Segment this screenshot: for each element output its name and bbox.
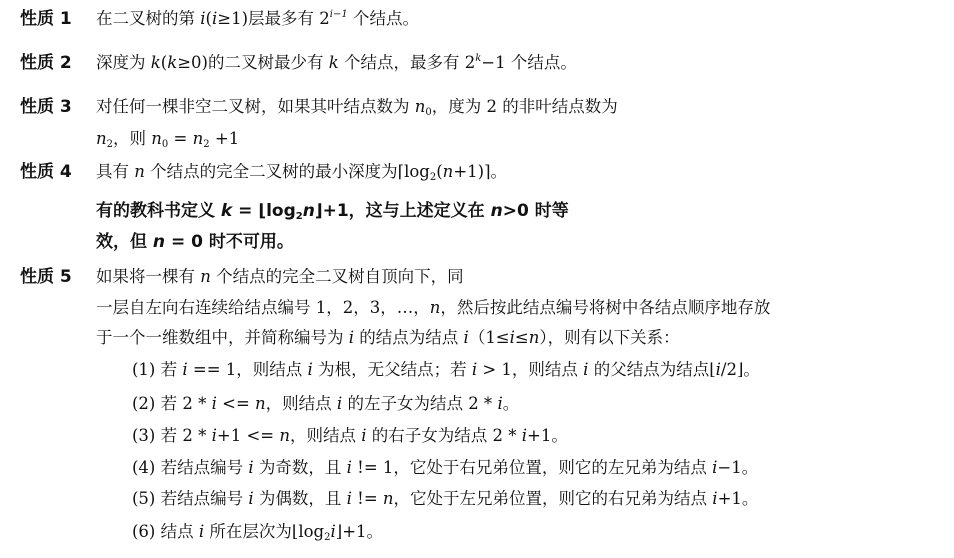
property-5-label: 性质 5 (20, 267, 72, 287)
property-5-item-1: (1) 若 i == 1，则结点 i 为根，无父结点；若 i > 1，则结点 i 的父结点为结点⌊i/2⌋。 (132, 360, 760, 379)
property-5-item-6: (6) 结点 i 所在层次为$⌊\log_2i⌋+1$。 (132, 522, 384, 543)
property-5-line-2: 一层自左向右连续给结点编号 1，2，3，…，n，然后按此结点编号将树中各结点顺序地存放 (96, 298, 771, 317)
property-4-text: 具有 n 个结点的完全二叉树的最小深度为$⌈\log_2(n+1)⌉$。 (96, 162, 508, 183)
property-4-note-line-2: 效，但 n = 0 时不可用。 (96, 232, 294, 252)
property-5-item-4: (4) 若结点编号 i 为奇数，且 i != 1，它处于右兄弟位置，则它的左兄弟为结点 i−1。 (132, 458, 759, 477)
property-3-line-2: $n_2$，则 $n_0 = n_2 +1$ (96, 129, 240, 150)
property-4-label: 性质 4 (20, 162, 72, 182)
property-2-label: 性质 2 (20, 53, 72, 73)
property-2-text: 深度为 k(k≥0)的二叉树最少有 k 个结点，最多有 $2^k-1$ 个结点。 (96, 53, 577, 72)
property-5-item-2: (2) 若 2 * i <= n，则结点 i 的左子女为结点 2 * i。 (132, 394, 520, 413)
property-3-line-1: 对任何一棵非空二叉树，如果其叶结点数为 $n_0$，度为 2 的非叶结点数为 (96, 97, 618, 118)
property-5-item-3: (3) 若 2 * i+1 <= n，则结点 i 的右子女为结点 2 * i+1。 (132, 426, 568, 445)
property-3-label: 性质 3 (20, 97, 72, 117)
property-4-note-line-1: 有的教科书定义 $k = ⌊\log_2n⌋+1$，这与上述定义在 n>0 时等 (96, 201, 569, 222)
property-5-line-1: 如果将一棵有 n 个结点的完全二叉树自顶向下，同 (96, 267, 464, 286)
property-5-line-3: 于一个一维数组中，并简称编号为 i 的结点为结点 i（1≤i≤n），则有以下关系： (96, 328, 680, 347)
property-5-item-5: (5) 若结点编号 i 为偶数，且 i != n，它处于左兄弟位置，则它的右兄弟为结点 i+1。 (132, 489, 759, 508)
property-1-label: 性质 1 (20, 9, 72, 29)
property-1-text: 在二叉树的第 i(i≥1)层最多有 $2^{i-1}$ 个结点。 (96, 9, 419, 28)
